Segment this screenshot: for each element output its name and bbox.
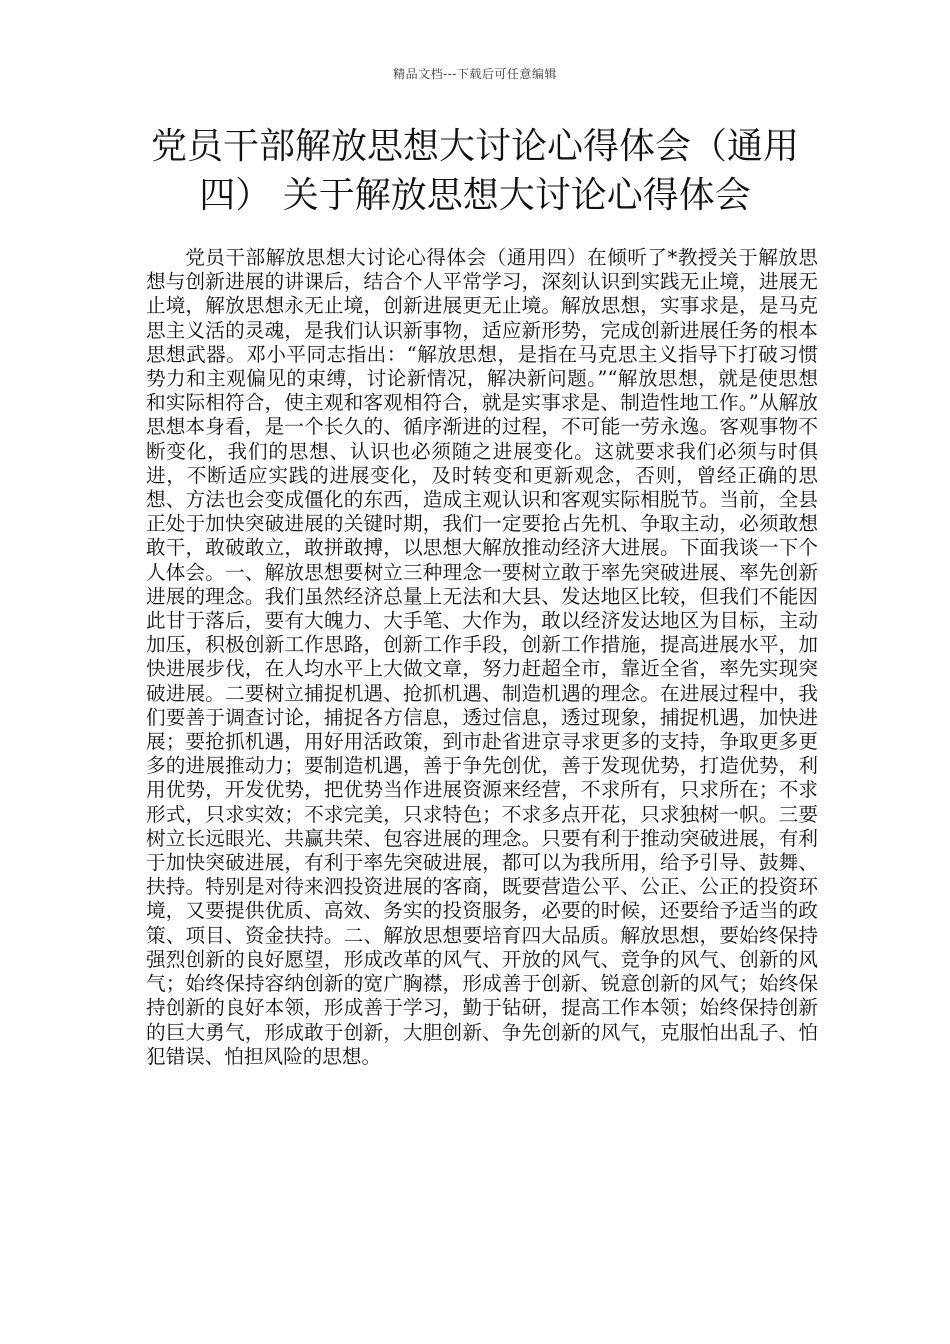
document-title: 党员干部解放思想大讨论心得体会（通用四） 关于解放思想大讨论心得体会 [150,126,799,216]
header-note: 精品文档---下载后可任意编辑 [393,67,557,81]
document-body-paragraph: 党员干部解放思想大讨论心得体会（通用四）在倾听了*教授关于解放思想与创新进展的讲课后，结合个人平常学习，深刻认识到实践无止境，进展无止境，解放思想永无止境，创新进展更无止境。解放思想，实事求是，是马克思主义活的灵魂，是我们认识新事物，适应新形势，完成创新进展任务的根本思想武器。邓小平同志指出：“解放思想，是指在马克思主义指导下打破习惯势力和主观偏见的束缚，讨论新情况，解决新问题。”“解放思想，就是使思想和实际相符合，使主观和客观相符合，就是实事求是、制造性地工作。”从解放思想本身看，是一个长久的、循序渐进的过程，不可能一劳永逸。客观事物不断变化，我们的思想、认识也必须随之进展变化。这就要求我们必须与时俱进，不断适应实践的进展变化，及时转变和更新观念，否则，曾经正确的思想、方法也会变成僵化的东西，造成主观认识和客观实际相脱节。当前，全县正处于加快突破进展的关键时期，我们一定要抢占先机、争取主动，必须敢想敢干，敢破敢立，敢拼敢搏，以思想大解放推动经济大进展。下面我谈一下个人体会。一、解放思想要树立三种理念一要树立敢于率先突破进展、率先创新进展的理念。我们虽然经济总量上无法和大县、发达地区比较，但我们不能因此甘于落后，要有大魄力、大手笔、大作为，敢以经济发达地区为目标，主动加压，积极创新工作思路，创新工作手段，创新工作措施，提高进展水平，加快进展步伐，在人均水平上大做文章，努力赶超全市，靠近全省，率先实现突破进展。二要树立捕捉机遇、抢抓机遇、制造机遇的理念。在进展过程中，我们要善于调查讨论，捕捉各方信息，透过信息，透过现象，捕捉机遇，加快进展；要抢抓机遇，用好用活政策，到市赴省进京寻求更多的支持，争取更多更多的进展推动力；要制造机遇，善于争先创优，善于发现优势，打造优势，利用优势，开发优势，把优势当作进展资源来经营，不求所有，只求所在；不求形式，只求实效；不求完美，只求特色；不求多点开花，只求独树一帜。三要树立长远眼光、共赢共荣、包容进展的理念。只要有利于推动突破进展，有利于加快突破进展，有利于率先突破进展，都可以为我所用，给予引导、鼓舞、扶持。特别是对待来泗投资进展的客商，既要营造公平、公正、公正的投资环境，又要提供优质、高效、务实的投资服务，必要的时候，还要给予适当的政策、项目、资金扶持。二、解放思想要培育四大品质。解放思想，要始终保持强烈创新的良好愿望，形成改革的风气、开放的风气、竞争的风气、创新的风气；始终保持容纳创新的宽广胸襟，形成善于创新、锐意创新的风气；始终保持创新的良好本领，形成善于学习，勤于钻研，提高工作本领；始终保持创新的巨大勇气，形成敢于创新，大胆创新、争先创新的风气，克服怕出乱子、怕犯错误、怕担风险的思想。 [146,246,818,1068]
